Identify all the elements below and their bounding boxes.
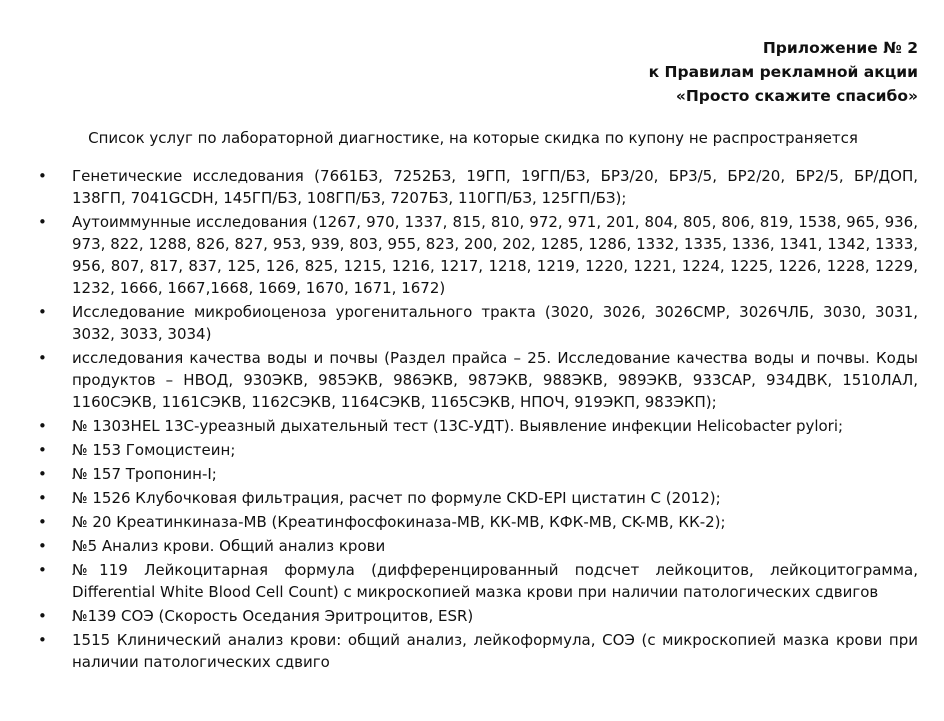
list-item	[38, 347, 918, 413]
bullet-icon: •	[38, 631, 47, 649]
list-item	[38, 535, 918, 557]
appendix-header	[38, 36, 918, 108]
list-item	[38, 301, 918, 345]
list-item	[38, 463, 918, 485]
excluded-services-list	[38, 165, 918, 673]
list-item-text: №139 СОЭ (Скорость Оседания Эритроцитов, ESR)	[72, 607, 474, 625]
list-item	[38, 487, 918, 509]
list-item-text: Генетические исследования (7661БЗ, 7252БЗ, 19ГП, 19ГП/БЗ, БР3/20, БР3/5, БР2/20, БР2/5, БР/ДОП, 138ГП, 7041GCDH, 145ГП/БЗ, 108ГП/БЗ, 7207БЗ, 110ГП/БЗ, 125ГП/БЗ);	[72, 167, 918, 207]
bullet-icon: •	[38, 537, 47, 555]
list-item-text: № 153 Гомоцистеин;	[72, 441, 236, 459]
list-item-text: № 157 Тропонин-I;	[72, 465, 217, 483]
bullet-icon: •	[38, 417, 47, 435]
list-item-text: №5 Анализ крови. Общий анализ крови	[72, 537, 386, 555]
bullet-icon: •	[38, 167, 47, 185]
list-item-text: № 20 Креатинкиназа-МВ (Креатинфосфокиназа-МВ, КК-МВ, КФК-МВ, CK-MB, КК-2);	[72, 513, 726, 531]
list-item	[38, 511, 918, 533]
bullet-icon: •	[38, 489, 47, 507]
bullet-icon: •	[38, 465, 47, 483]
list-item-text: №119 Лейкоцитарная формула (дифференцированный подсчет лейкоцитов, лейкоцитограмма, Differential White Blood Cell Count) с микроскопией мазка крови при наличии патологических сдвигов	[72, 561, 918, 601]
list-item	[38, 605, 918, 627]
bullet-icon: •	[38, 349, 47, 367]
list-item	[38, 629, 918, 673]
list-item	[38, 559, 918, 603]
appendix-campaign-name: «Просто скажите спасибо»	[675, 87, 918, 105]
bullet-icon: •	[38, 561, 47, 579]
intro-text: Список услуг по лабораторной диагностике, на которые скидка по купону не распространяется	[88, 129, 858, 147]
list-item-text: Аутоиммунные исследования (1267, 970, 1337, 815, 810, 972, 971, 201, 804, 805, 806, 819, 1538, 965, 936, 973, 822, 1288, 826, 827, 953, 939, 803, 955, 823, 200, 202, 1285, 1286, 1332, 1335, 1336, 1341, 1342, 1333, 956, 807, 817, 837, 125, 126, 825, 1215, 1216, 1217, 1218, 1219, 1220, 1221, 1224, 1225, 1226, 1228, 1229, 1232, 1666, 1667,1668, 1669, 1670, 1671, 1672)	[72, 213, 918, 297]
list-item	[38, 415, 918, 437]
appendix-rules-ref: к Правилам рекламной акции	[648, 63, 918, 81]
list-item-text: Исследование микробиоценоза урогенитального тракта (3020, 3026, 3026СМР, 3026ЧЛБ, 3030, 3031, 3032, 3033, 3034)	[72, 303, 918, 343]
list-item-text: исследования качества воды и почвы (Раздел прайса – 25. Исследование качества воды и почвы. Коды продуктов – НВОД, 930ЭКВ, 985ЭКВ, 986ЭКВ, 987ЭКВ, 988ЭКВ, 989ЭКВ, 933САР, 934ДВК, 1510ЛАЛ, 1160СЭКВ, 1161СЭКВ, 1162СЭКВ, 1164СЭКВ, 1165СЭКВ, НПОЧ, 919ЭКП, 983ЭКП);	[72, 349, 918, 411]
list-item-text: № 1303HEL 13С-уреазный дыхательный тест (13С-УДТ). Выявление инфекции Helicobacter pylori;	[72, 417, 844, 435]
bullet-icon: •	[38, 213, 47, 231]
list-item	[38, 211, 918, 299]
list-item	[38, 165, 918, 209]
bullet-icon: •	[38, 513, 47, 531]
appendix-number: Приложение № 2	[762, 39, 918, 57]
list-item	[38, 439, 918, 461]
bullet-icon: •	[38, 607, 47, 625]
bullet-icon: •	[38, 441, 47, 459]
list-item-text: № 1526 Клубочковая фильтрация, расчет по формуле CKD-EPI цистатин С (2012);	[72, 489, 721, 507]
bullet-icon: •	[38, 303, 47, 321]
list-item-text: 1515 Клинический анализ крови: общий анализ, лейкоформула, СОЭ (с микроскопией мазка крови при наличии патологических сдвиго	[72, 631, 918, 671]
